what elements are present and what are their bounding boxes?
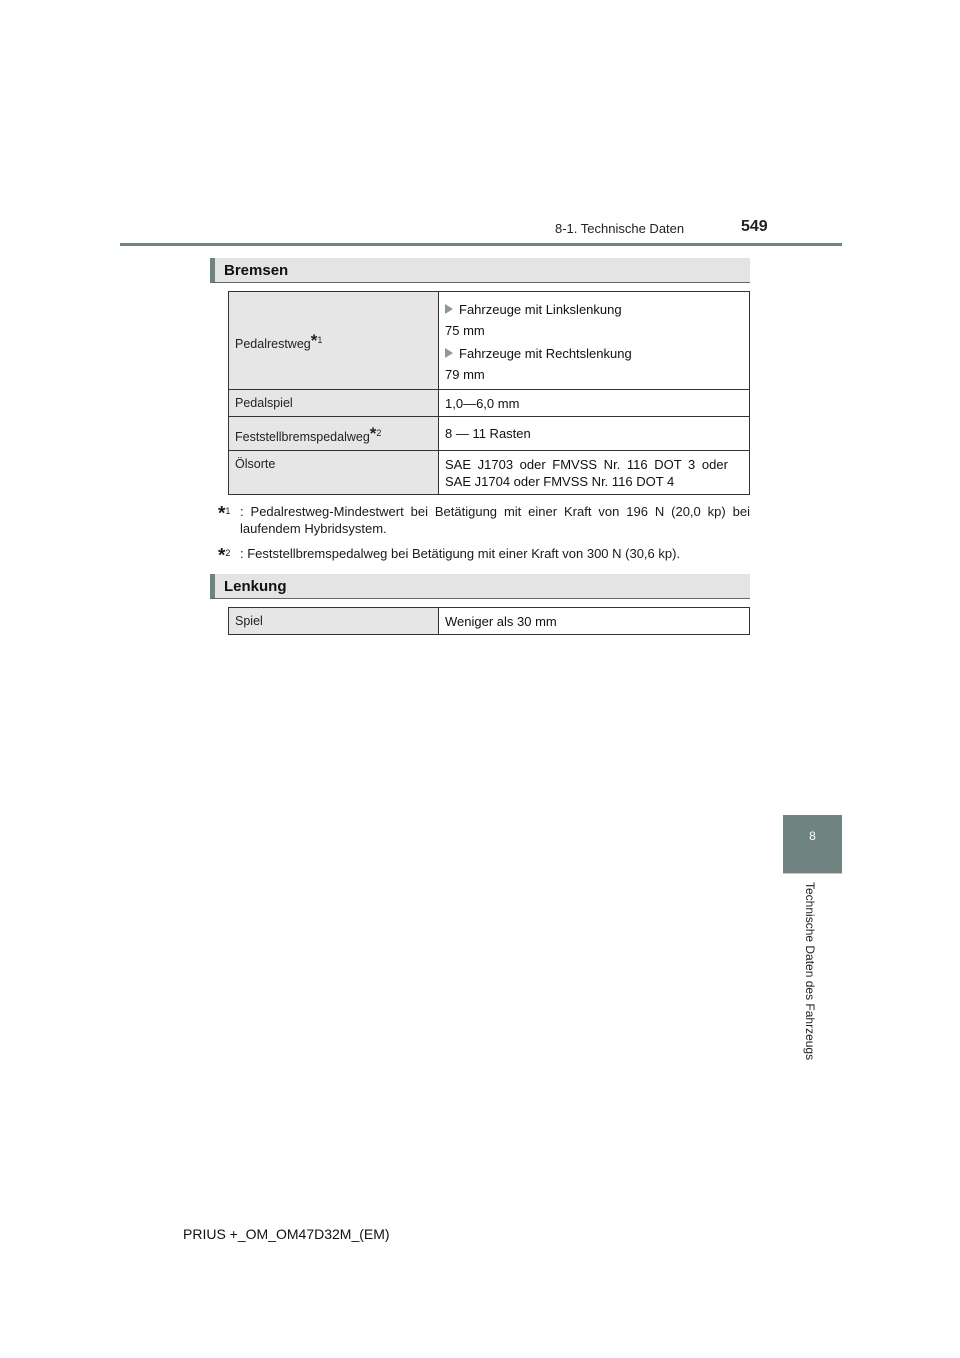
footnote-marker-ref: 2 (225, 548, 231, 558)
parking-pedal-label-text: Feststellbremspedalweg (235, 429, 370, 444)
pedal-play-label: Pedalspiel (229, 390, 439, 417)
chapter-number: 8 (809, 829, 816, 843)
section-heading-steering (210, 574, 750, 599)
pedal-play-value: 1,0—6,0 mm (439, 390, 750, 417)
pedal-travel-label-text: Pedalrestweg (235, 336, 311, 351)
page-number: 549 (741, 218, 768, 235)
chapter-tab-divider (783, 873, 842, 874)
footnote-1 (218, 503, 750, 537)
brakes-table (228, 291, 750, 495)
rhd-label: Fahrzeuge mit Rechtslenkung (459, 345, 632, 361)
footnote-text: : Pedalrestweg-Mindestwert bei Betätigung mit einer Kraft von 196 N (20,0 kp) bei laufendem Hybridsystem. (240, 504, 750, 536)
lhd-value: 75 mm (445, 322, 485, 338)
header-section-title: 8-1. Technische Daten (555, 221, 685, 236)
pedal-travel-value (439, 292, 750, 390)
steering-table (228, 607, 750, 635)
pedal-travel-label (229, 292, 439, 390)
section-accent (210, 574, 215, 598)
lhd-label: Fahrzeuge mit Linkslenkung (459, 301, 622, 317)
table-row (229, 451, 750, 495)
table-row (229, 292, 750, 390)
table-row (229, 608, 750, 635)
fluid-value-line2: SAE J1704 oder FMVSS Nr. 116 DOT 4 (445, 473, 675, 489)
footnote-marker: *$^1$ (218, 503, 231, 525)
footnote-text: : Feststellbremspedalweg bei Betätigung mit einer Kraft von 300 N (30,6 kp). (240, 546, 681, 561)
fluid-value (439, 451, 750, 495)
steering-play-label: Spiel (229, 608, 439, 635)
fluid-value-line1: SAE J1703 oder FMVSS Nr. 116 DOT 3 oder (445, 456, 728, 472)
document-code: PRIUS +_OM_OM47D32M_(EM) (183, 1226, 390, 1242)
table-row (229, 417, 750, 451)
footnote-2 (218, 545, 750, 567)
section-accent (210, 258, 215, 282)
footnote-marker-ref: 1 (225, 506, 231, 516)
fluid-label: Ölsorte (229, 451, 439, 495)
parking-pedal-value: 8 — 11 Rasten (439, 417, 750, 451)
footnote-star: * (369, 423, 377, 443)
footnote-ref: 1 (317, 334, 323, 345)
rhd-value: 79 mm (445, 366, 485, 382)
chapter-title-vertical: Technische Daten des Fahrzeugs (803, 882, 817, 1061)
section-heading-brakes (210, 258, 750, 283)
section-title-brakes: Bremsen (224, 262, 289, 279)
triangle-bullet-icon (445, 304, 453, 314)
header-divider (120, 243, 842, 246)
chapter-tab (783, 815, 842, 873)
triangle-bullet-icon (445, 348, 453, 358)
section-title-steering: Lenkung (224, 578, 287, 595)
steering-play-value: Weniger als 30 mm (439, 608, 750, 635)
footnote-marker: *$^2$ (218, 545, 231, 567)
table-row (229, 390, 750, 417)
footnote-ref: 2 (376, 427, 382, 438)
bullet-rhd (445, 346, 743, 361)
parking-pedal-label (229, 417, 439, 451)
footnote-star: * (310, 330, 318, 350)
bullet-lhd (445, 302, 743, 317)
